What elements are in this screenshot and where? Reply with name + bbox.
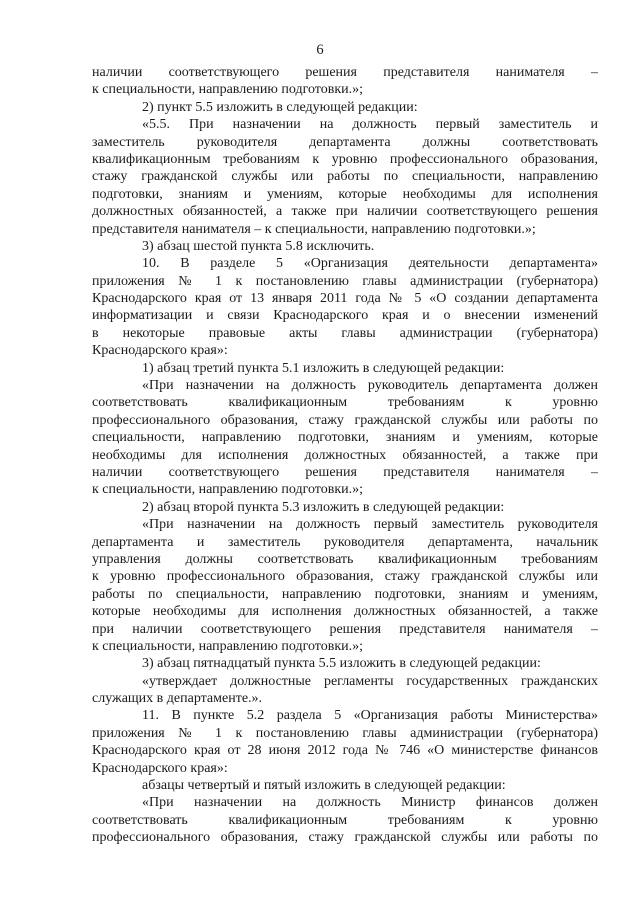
text-line: 3) абзац шестой пункта 5.8 исключить. <box>142 238 375 254</box>
text-line: «утверждает должностные регламенты государственных гражданских <box>142 673 598 689</box>
text-line: соответствовать квалификационным требованиям к уровню <box>92 395 598 411</box>
document-body <box>92 64 598 847</box>
text-line: наличии соответствующего решения представителя нанимателя – <box>92 65 598 80</box>
text-line: «При назначении на должность руководитель департамента должен <box>142 378 598 394</box>
text-line: соответствовать квалификационным требованиям к уровню <box>92 812 598 828</box>
text-line: к специальности, направлению подготовки.»; <box>92 638 364 654</box>
text-line: должностных обязанностей, а также при наличии соответствующего решения <box>92 204 598 220</box>
text-line: представителя нанимателя – к специальности, направлению подготовки.»; <box>92 221 536 237</box>
text-line: «5.5. При назначении на должность первый заместитель и <box>142 117 598 133</box>
text-line: которые необходимы для исполнения должностных обязанностей, а также <box>92 604 598 620</box>
text-line: приложения № 1 к постановлению главы администрации (губернатора) <box>92 273 598 289</box>
text-line: 2) абзац второй пункта 5.3 изложить в следующей редакции: <box>142 499 505 515</box>
text-line: служащих в департаменте.». <box>92 691 263 707</box>
text-line: к уровню профессионального образования, стажу гражданской службы или <box>92 569 598 585</box>
text-line: Краснодарского края от 28 июня 2012 года № 746 «О министерстве финансов <box>92 743 598 759</box>
text-line: к специальности, направлению подготовки.»; <box>92 82 364 98</box>
text-line: «При назначении на должность Министр финансов должен <box>142 795 598 811</box>
text-line: «При назначении на должность первый заместитель руководителя <box>142 517 598 533</box>
text-line: в некоторые правовые акты главы администрации (губернатора) <box>92 325 598 341</box>
page-number: 6 <box>316 42 324 58</box>
text-line: 2) пункт 5.5 изложить в следующей редакции: <box>142 99 418 115</box>
text-line: подготовки, знаниям и умениям, которые необходимы для исполнения <box>92 186 598 202</box>
text-line: управления должны соответствовать квалификационным требованиям <box>92 551 598 567</box>
text-line: наличии соответствующего решения представителя нанимателя – <box>92 464 598 480</box>
text-line: при наличии соответствующего решения представителя нанимателя – <box>92 621 598 637</box>
text-line: приложения № 1 к постановлению главы администрации (губернатора) <box>92 725 598 741</box>
text-line: Краснодарского края от 13 января 2011 года № 5 «О создании департамента <box>92 291 598 307</box>
text-line: департамента и заместитель руководителя департамента, начальник <box>92 534 598 550</box>
text-line: профессионального образования, стажу гражданской службы или работы по <box>92 830 598 846</box>
text-line: Краснодарского края»: <box>92 343 228 359</box>
text-line: квалификационным требованиям к уровню профессионального образования, <box>92 151 598 167</box>
text-line: абзацы четвертый и пятый изложить в следующей редакции: <box>142 778 506 794</box>
text-line: 1) абзац третий пункта 5.1 изложить в следующей редакции: <box>142 360 505 376</box>
text-line: к специальности, направлению подготовки.»; <box>92 482 364 498</box>
text-line: специальности, направлению подготовки, знаниям и умениям, которые <box>92 430 598 446</box>
text-line: 3) абзац пятнадцатый пункта 5.5 изложить в следующей редакции: <box>142 656 541 672</box>
text-line: стажу гражданской службы или работы по специальности, направлению <box>92 169 598 185</box>
text-line: 10. В разделе 5 «Организация деятельности департамента» <box>142 256 598 272</box>
text-line: информатизации и связи Краснодарского края и о внесении изменений <box>92 308 598 324</box>
text-line: профессионального образования, стажу гражданской службы или работы по <box>92 412 598 428</box>
text-line: Краснодарского края»: <box>92 760 228 776</box>
text-line: 11. В пункте 5.2 раздела 5 «Организация работы Министерства» <box>142 708 598 724</box>
text-line: заместитель руководителя департамента должны соответствовать <box>92 134 598 150</box>
text-line: необходимы для исполнения должностных обязанностей, а также при <box>92 447 598 463</box>
text-line: работы по специальности, направлению подготовки, знаниям и умениям, <box>92 586 598 602</box>
